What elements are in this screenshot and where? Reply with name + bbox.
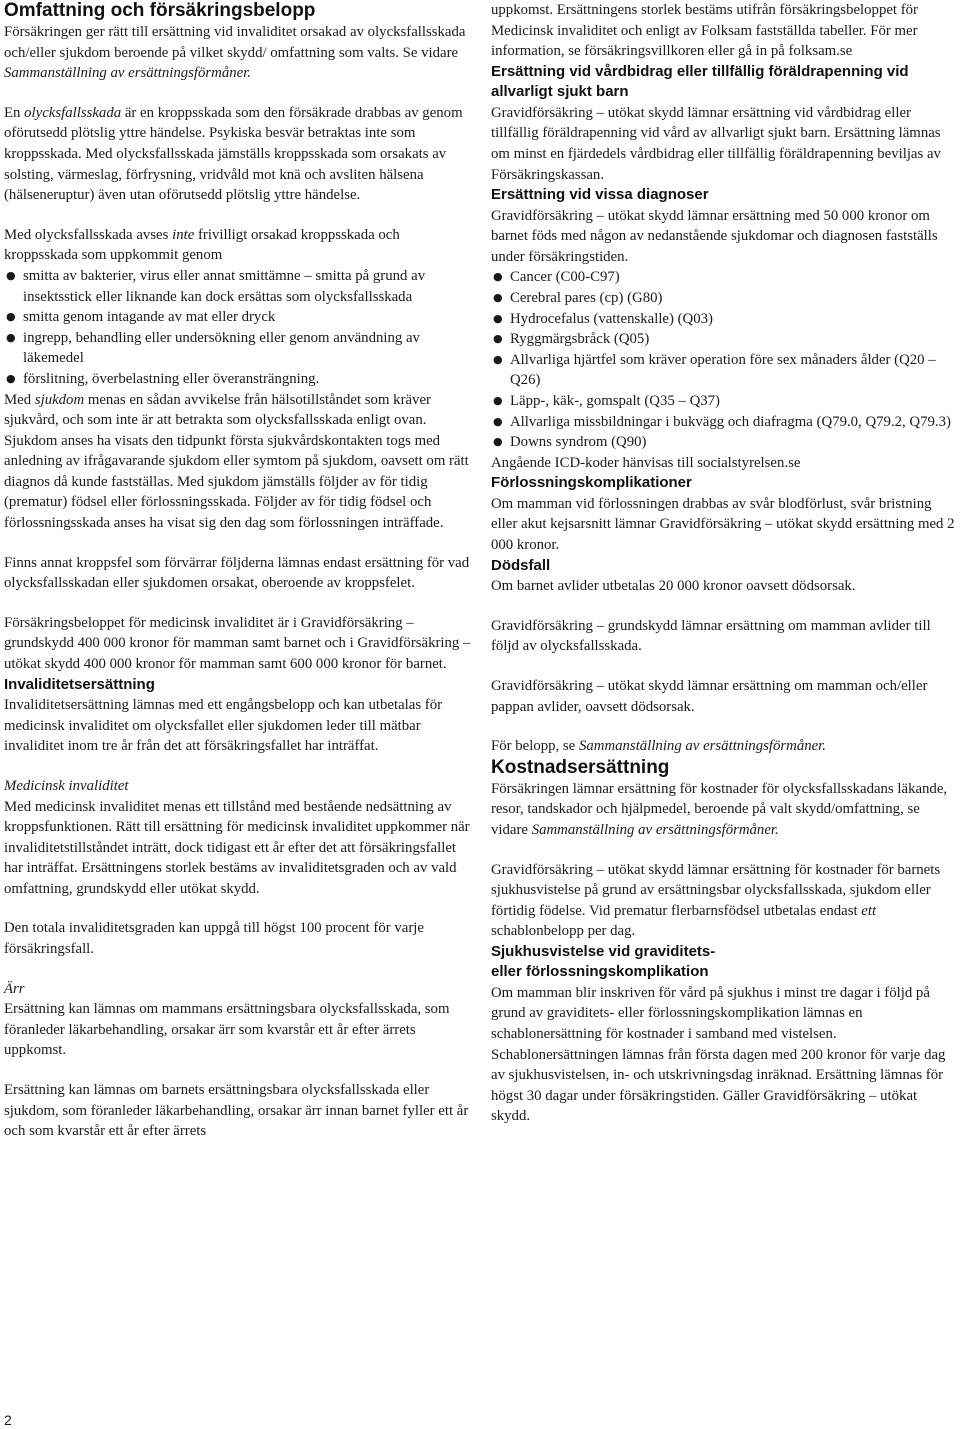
paragraph-forlossning: Om mamman vid förlossningen drabbas av svår blodförlust, svår bristning eller akut kejsarsnitt lämnar Gravidförsäkring – utökat skydd ersättning med 2 000 kronor. xyxy=(491,495,955,554)
term-sjukdom: sjukdom xyxy=(34,391,85,408)
list-item: ● Cerebral pares (cp) (G80) xyxy=(491,288,957,309)
list-item: ● ingrepp, behandling eller undersökning eller genom användning av läkemedel xyxy=(6,329,420,367)
term-olycksfallsskada: olycksfallsskada xyxy=(24,104,122,121)
term-inte: inte xyxy=(172,226,195,243)
paragraph-medicinsk: Med medicinsk invaliditet menas ett tillstånd med bestående nedsättning av kroppsfunktionen. Rätt till ersättning för medicinsk invaliditet uppkommer när invaliditetstillståndet inträtt, dock tidigast ett år efter det att försäkringsfallet har inträffat. Ersättningens storlek bestäms av invaliditetsgraden och av vald omfattning, grundskydd eller utökat skydd. xyxy=(4,798,470,897)
paragraph-arr-continued: uppkomst. Ersättningens storlek bestäms utifrån försäkringsbeloppet för Medicinsk invaliditet och enligt av Folksam fastställda tabeller. För mer information, se försäkringsvillkoren eller gå in på folksam.se xyxy=(491,2,918,60)
paragraph-dodsfall-utokat: Gravidförsäkring – utökat skydd lämnar ersättning om mamman och/eller pappan avlider, oavsett dödsorsak. xyxy=(491,677,928,715)
bullet-icon: ● xyxy=(6,310,16,324)
bullet-icon: ● xyxy=(6,330,16,344)
paragraph-olycksfallsskada: En olycksfallsskada är en kroppsskada som den försäkrade drabbas av genom oförutsedd plötslig yttre händelse. Psykiska besvär betraktas inte som kroppsskada. Med olycksfallsskada jämställs kroppsskada som orsakats av solsting, värmeslag, förfrysning, vridvåld mot knä och avsliten hälsena (hälseneruptur) även utan oförutsedd plötslig yttre händelse. xyxy=(4,104,463,204)
paragraph-forsakringsbelopp: Försäkringsbeloppet för medicinsk invaliditet är i Gravidförsäkring – grundskydd 400 000 kronor för mamman samt barnet och i Gravidförsäkring – utökat skydd 400 000 kronor för mamman samt 600 000 kronor för barnet. xyxy=(4,614,471,673)
paragraph-arr-mamma: Ersättning kan lämnas om mammans ersättningsbara olycksfallsskada, som föranleder läkarbehandling, orsakar ärr som kvarstår ett år efter ärrets uppkomst. xyxy=(4,1001,450,1059)
paragraph-exclusions: Med olycksfallsskada avses inte frivilligt orsakad kroppsskada och kroppsskada som uppkommit genom xyxy=(4,226,400,264)
heading-invaliditetsersattning: Invaliditetsersättning xyxy=(4,675,155,693)
heading-diagnoser: Ersättning vid vissa diagnoser xyxy=(491,186,709,204)
paragraph-total-invaliditet: Den totala invaliditetsgraden kan uppgå till högst 100 procent för varje försäkringsfall. xyxy=(4,920,424,958)
reference-sammanstallning: Sammanställning av ersättningsförmåner. xyxy=(4,65,252,82)
bullet-icon: ● xyxy=(493,270,503,284)
bullet-icon: ● xyxy=(493,414,503,428)
list-item: ● smitta av bakterier, virus eller annat smittämne – smitta på grund av insektsstick eller liknande kan dock ersättas som olycksfallsskada xyxy=(6,267,426,305)
bullet-icon: ● xyxy=(493,311,503,325)
section-heading-kostnadsersattning: Kostnadsersättning xyxy=(491,756,670,778)
paragraph-sjukhusvistelse-barn: Gravidförsäkring – utökat skydd lämnar ersättning för kostnader för barnets sjukhusvistelse på grund av ersättningsbar olycksfallsskada, sjukdom eller förtidig födelse. Vid prematur flerbarnsfödsel utbetalas endast ett schablonbelopp per dag. xyxy=(491,861,941,940)
reference-sammanstallning: Sammanställning av ersättningsförmåner. xyxy=(531,821,779,838)
paragraph-icd: Angående ICD-koder hänvisas till socialstyrelsen.se xyxy=(491,454,801,471)
bullet-icon: ● xyxy=(493,332,503,346)
bullet-icon: ● xyxy=(6,371,16,385)
diagnosis-list xyxy=(491,267,957,452)
list-item: ● Hydrocefalus (vattenskalle) (Q03) xyxy=(491,309,957,330)
bullet-icon: ● xyxy=(493,435,503,449)
reference-sammanstallning: Sammanställning av ersättningsförmåner. xyxy=(578,738,826,755)
paragraph-sjukhusvistelse-mamma: Om mamman blir inskriven för vård på sjukhus i minst tre dagar i följd på grund av graviditets- eller förlossningskomplikation lämnas en schablonersättning för kostnader i samband med vistelsen. Schablonersättningen lämnas från första dagen med 200 kronor för varje dag av sjukhusvistelsen, in- och utskrivningsdag inräknad. Ersättning lämnas för högst 30 dagar under försäkringstiden. Gäller Gravidförsäkring – utökat skydd. xyxy=(491,984,946,1125)
paragraph-intro: Försäkringen ger rätt till ersättning vid invaliditet orsakad av olycksfallsskada och/eller sjukdom beroende på vilket skydd/ omfattning som valts. Se vidare Sammanställning av ersättningsförmåner. xyxy=(4,24,466,82)
list-item: ● Läpp-, käk-, gomspalt (Q35 – Q37) xyxy=(491,391,957,412)
paragraph-kostnad: Försäkringen lämnar ersättning för kostnader för olycksfallsskadans läkande, resor, tandskador och hjälpmedel, beroende på valt skydd/omfattning, se vidare Sammanställning av ersättningsförmåner. xyxy=(491,780,948,838)
paragraph-vardbidrag: Gravidförsäkring – utökat skydd lämnar ersättning vid vårdbidrag eller tillfällig föräldrapenning vid vård av allvarligt sjukt barn. Ersättning lämnas om minst en fjärdedels vårdbidrag eller tillfällig föräldrapenning beviljas av Försäkringskassan. xyxy=(491,104,941,183)
paragraph-invaliditet: Invaliditetsersättning lämnas med ett engångsbelopp och kan utbetalas för medicinsk invaliditet om olycksfallet eller sjukdomen leder till mätbar invaliditet inom tre år från det att försäkringsfallet har inträffat. xyxy=(4,697,443,755)
list-item: ● smitta genom intagande av mat eller dryck xyxy=(4,307,474,328)
heading-sjukhusvistelse: Sjukhusvistelse vid graviditets- eller förlossningskomplikation xyxy=(491,942,716,981)
list-item: ● Ryggmärgsbråck (Q05) xyxy=(491,329,957,350)
paragraph-belopp: För belopp, se Sammanställning av ersättningsförmåner. xyxy=(491,738,826,755)
paragraph-diagnoser: Gravidförsäkring – utökat skydd lämnar ersättning med 50 000 kronor om barnet föds med någon av nedanstående sjukdomar och diagnosen fastställs under försäkringstiden. xyxy=(491,207,938,265)
paragraph-kroppsfel: Finns annat kroppsfel som förvärrar följderna lämnas endast ersättning för vad olycksfallsskadan eller sjukdomen orsakat, oberoende av kroppsfelet. xyxy=(4,554,470,592)
page-number: 2 xyxy=(4,1412,12,1428)
bullet-icon: ● xyxy=(493,352,503,366)
section-heading-omfattning: Omfattning och försäkringsbelopp xyxy=(4,0,316,21)
subheading-arr: Ärr xyxy=(4,980,25,997)
left-column xyxy=(4,0,474,1142)
paragraph-arr-barn: Ersättning kan lämnas om barnets ersättningsbara olycksfallsskada eller sjukdom, som föranleder läkarbehandling, orsakar ärr innan barnet fyller ett år och som kvarstår ett år efter ärrets xyxy=(4,1082,469,1140)
heading-dodsfall: Dödsfall xyxy=(491,556,551,574)
term-ett: ett xyxy=(861,902,877,919)
paragraph-dodsfall-grundskydd: Gravidförsäkring – grundskydd lämnar ersättning om mamman avlider till följd av olycksfallsskada. xyxy=(491,617,931,655)
bullet-icon: ● xyxy=(493,291,503,305)
heading-vardbidrag: Ersättning vid vårdbidrag eller tillfällig föräldrapenning vid allvarligt sjukt barn xyxy=(491,62,909,101)
subheading-medicinsk-invaliditet: Medicinsk invaliditet xyxy=(4,777,129,794)
bullet-icon: ● xyxy=(493,394,503,407)
list-item: ● förslitning, överbelastning eller överansträngning. xyxy=(4,369,474,390)
exclusion-list xyxy=(4,266,474,390)
list-item: ● Allvarliga missbildningar i bukvägg och diafragma (Q79.0, Q79.2, Q79.3) xyxy=(491,412,957,433)
list-item: ● Cancer (C00-C97) xyxy=(491,267,957,288)
paragraph-sjukdom: Med sjukdom menas en sådan avvikelse från hälsotillståndet som kräver sjukvård, och som inte är att betrakta som olycksfallsskada enligt ovan. Sjukdom anses ha visats den tidpunkt första sjukvårdskontakten togs med anledning av ifrågavarande sjukdom eller symtom på sjukdom, oavsett om rätt diagnos då kunde fastställas. Med sjukdom jämställs följder av för tidig (prematur) födsel eller förlossningsskada. Följder av för tidig födsel och förlossningsskada anses ha visat sig den dag som förlossningen inträffade. xyxy=(4,391,469,532)
heading-forlossningskomplikationer: Förlossningskomplikationer xyxy=(491,474,692,492)
list-item: ● Downs syndrom (Q90) xyxy=(491,432,957,453)
bullet-icon: ● xyxy=(6,268,16,282)
right-column xyxy=(491,0,957,1127)
paragraph-dodsfall-barn: Om barnet avlider utbetalas 20 000 kronor oavsett dödsorsak. xyxy=(491,578,856,595)
list-item: ● Allvarliga hjärtfel som kräver operation före sex månaders ålder (Q20 – Q26) xyxy=(493,351,936,389)
